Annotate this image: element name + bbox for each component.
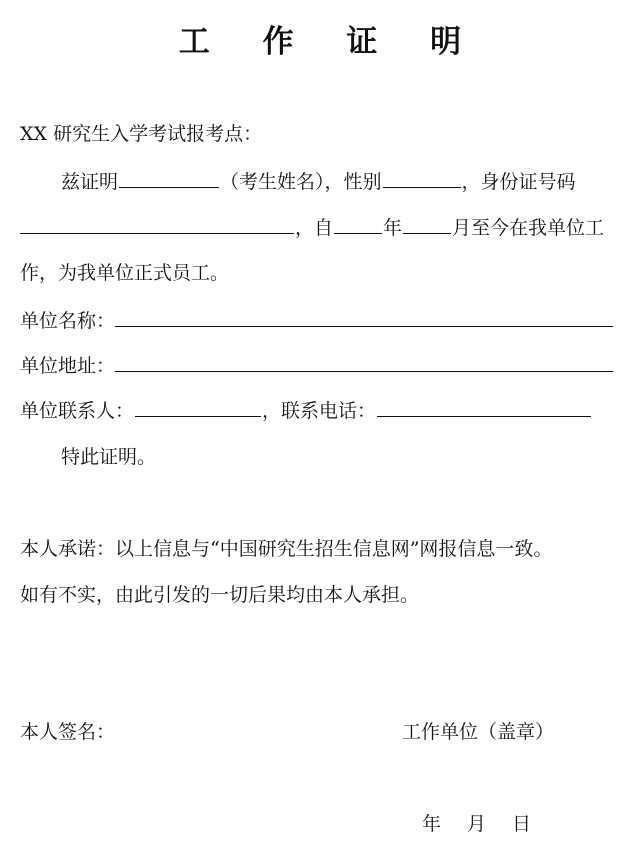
- gender-blank[interactable]: [383, 169, 461, 188]
- body-line-3: 作，为我单位正式员工。: [20, 262, 230, 284]
- body-text-certify: 兹证明: [61, 171, 119, 193]
- body-text-gender: （考生姓名），性别: [220, 171, 382, 193]
- unit-address-blank[interactable]: [115, 353, 613, 372]
- body-text-from: ，自: [295, 217, 334, 239]
- contact-label: 单位联系人：: [20, 400, 135, 422]
- candidate-name-blank[interactable]: [119, 169, 219, 188]
- date-year: 年: [422, 813, 442, 835]
- body-text-year: 年: [383, 217, 403, 239]
- contact-phone-blank[interactable]: [377, 398, 591, 417]
- id-number-blank[interactable]: [20, 215, 294, 234]
- body-line-2: [20, 215, 604, 240]
- contact-row: [20, 398, 592, 423]
- unit-seal-label: 工作单位（盖章）: [402, 721, 555, 743]
- recipient-line: XX 研究生入学考试报考点：: [20, 123, 263, 145]
- start-year-blank[interactable]: [334, 215, 382, 234]
- document-title: 工 作 证 明: [178, 24, 483, 60]
- self-signature-label: 本人签名：: [20, 721, 116, 743]
- unit-name-label: 单位名称：: [20, 310, 116, 332]
- unit-name-blank[interactable]: [115, 308, 613, 327]
- closing-line: 特此证明。: [61, 446, 157, 468]
- body-text-month: 月至今在我单位工: [452, 217, 605, 239]
- date-month: 月: [467, 813, 487, 835]
- unit-address-row: [20, 353, 613, 378]
- unit-name-row: [20, 308, 613, 333]
- contact-person-blank[interactable]: [135, 398, 261, 417]
- commitment-line-1: 本人承诺：以上信息与“中国研究生招生信息网”网报信息一致。: [20, 538, 553, 560]
- date-line: [422, 812, 531, 836]
- start-month-blank[interactable]: [403, 215, 451, 234]
- unit-address-label: 单位地址：: [20, 355, 116, 377]
- date-day: 日: [512, 813, 532, 835]
- commitment-line-2: 如有不实，由此引发的一切后果均由本人承担。: [20, 584, 420, 606]
- body-line-1: [61, 169, 576, 194]
- body-text-id: ，身份证号码: [461, 171, 576, 193]
- phone-label: ，联系电话：: [262, 400, 377, 422]
